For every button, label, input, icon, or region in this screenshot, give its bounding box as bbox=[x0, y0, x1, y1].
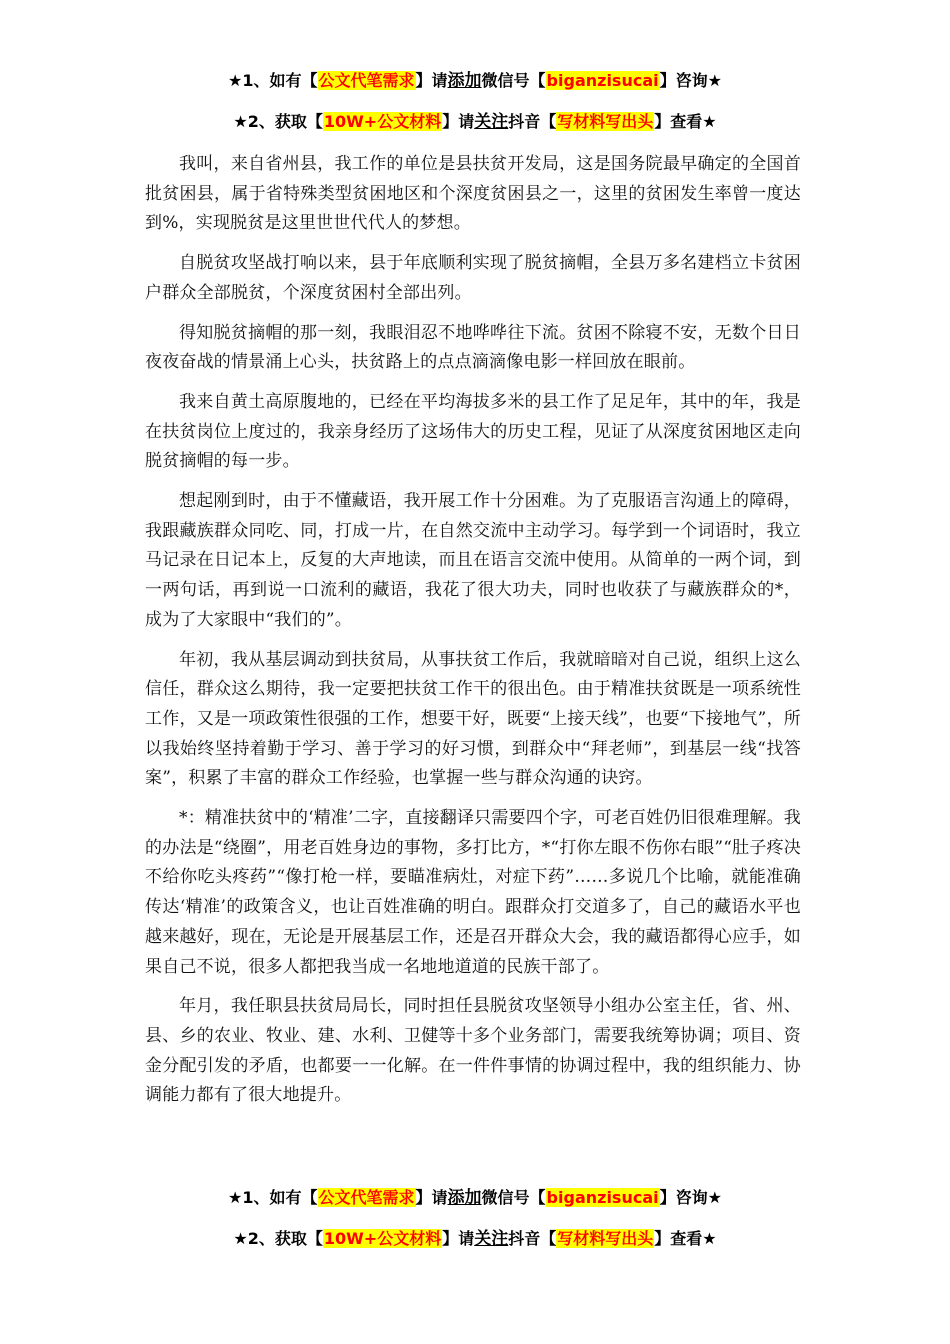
ad-underline-verb: 关注 bbox=[474, 112, 509, 132]
ad-text: 抖音【 bbox=[508, 112, 557, 131]
header-ad-line-2 bbox=[0, 110, 950, 134]
ad-underline-verb: 添加 bbox=[447, 1188, 482, 1208]
ad-text: 微信号【 bbox=[481, 1188, 546, 1207]
paragraph: 年月，我任职县扶贫局局长，同时担任县脱贫攻坚领导小组办公室主任，省、州、县、乡的农业、牧业、建、水利、卫健等十多个业务部门，需要我统筹协调；项目、资金分配引发的矛盾，也都要一一化解。在一件件事情的协调过程中，我的组织能力、协调能力都有了很大地提升。 bbox=[145, 996, 801, 1106]
ad-highlight-douyin-account: 写材料写出头 bbox=[557, 112, 654, 131]
ad-text: ★2、获取【 bbox=[233, 112, 323, 131]
paragraph: *：精准扶贫中的‘精准’二字，直接翻译只需要四个字，可老百姓仍旧很难理解。我的办法是“绕圈”，用老百姓身边的事物，多打比方，*“打你左眼不伤你右眼”“肚子疼决不给你吃头疼药”“像打枪一样，要瞄准病灶，对症下药”……多说几个比喻，就能准确传达‘精准’的政策含义，也让百姓准确的明白。跟群众打交道多了，自己的藏语水平也越来越好，现在，无论是开展基层工作，还是召开群众大会，我的藏语都得心应手，如果自己不说，很多人都把我当成一名地地道道的民族干部了。 bbox=[145, 808, 801, 977]
ad-highlight-service: 公文代笔需求 bbox=[318, 71, 415, 90]
ad-text: 】请 bbox=[442, 112, 475, 131]
ad-highlight-service: 公文代笔需求 bbox=[318, 1188, 415, 1207]
ad-text: 】请 bbox=[415, 71, 448, 90]
ad-text: 】查看★ bbox=[654, 112, 717, 131]
header-ad-line-1 bbox=[0, 69, 950, 93]
ad-text: 】咨询★ bbox=[659, 1188, 722, 1207]
ad-highlight-materials: 10W+公文材料 bbox=[323, 1229, 442, 1248]
ad-highlight-douyin-account: 写材料写出头 bbox=[557, 1229, 654, 1248]
ad-text: ★1、如有【 bbox=[228, 71, 318, 90]
paragraph: 得知脱贫摘帽的那一刻，我眼泪忍不地哗哗往下流。贫困不除寝不安，无数个日日夜夜奋战的情景涌上心头，扶贫路上的点点滴滴像电影一样回放在眼前。 bbox=[145, 322, 801, 373]
paragraph: 我来自黄土高原腹地的，已经在平均海拔多米的县工作了足足年，其中的年，我是在扶贫岗位上度过的，我亲身经历了这场伟大的历史工程，见证了从深度贫困地区走向脱贫摘帽的每一步。 bbox=[145, 391, 801, 472]
paragraph: 自脱贫攻坚战打响以来，县于年底顺利实现了脱贫摘帽，全县万多名建档立卡贫困户群众全部脱贫，个深度贫困村全部出列。 bbox=[145, 253, 801, 303]
footer-ad-line-2 bbox=[0, 1227, 950, 1251]
paragraph: 想起刚到时，由于不懂藏语，我开展工作十分困难。为了克服语言沟通上的障碍，我跟藏族群众同吃、同，打成一片，在自然交流中主动学习。每学到一个词语时，我立马记录在日记本上，反复的大声地读，而且在语言交流中使用。从简单的一两个词，到一两句话，再到说一口流利的藏语，我花了很大功夫，同时也收获了与藏族群众的*，成为了大家眼中“我们的”。 bbox=[145, 491, 801, 630]
ad-highlight-materials: 10W+公文材料 bbox=[323, 112, 442, 131]
paragraph: 我叫，来自省州县，我工作的单位是县扶贫开发局，这是国务院最早确定的全国首批贫困县，属于省特殊类型贫困地区和个深度贫困县之一，这里的贫困发生率曾一度达到%，实现脱贫是这里世世代代人的梦想。 bbox=[145, 154, 801, 234]
ad-text: 微信号【 bbox=[481, 71, 546, 90]
ad-text: 】咨询★ bbox=[659, 71, 722, 90]
ad-underline-verb: 关注 bbox=[474, 1229, 509, 1249]
ad-text: 抖音【 bbox=[508, 1229, 557, 1248]
ad-highlight-wechat-id: biganzisucai bbox=[546, 71, 659, 90]
footer-ad-line-1 bbox=[0, 1186, 950, 1210]
ad-highlight-wechat-id: biganzisucai bbox=[546, 1188, 659, 1207]
ad-text: 】请 bbox=[415, 1188, 448, 1207]
paragraph: 年初，我从基层调动到扶贫局，从事扶贫工作后，我就暗暗对自己说，组织上这么信任，群众这么期待，我一定要把扶贫工作干的很出色。由于精准扶贫既是一项系统性工作，又是一项政策性很强的工作，想要干好，既要“上接天线”，也要“下接地气”，所以我始终坚持着勤于学习、善于学习的好习惯，到群众中“拜老师”，到基层一线“找答案”，积累了丰富的群众工作经验，也掌握一些与群众沟通的诀窍。 bbox=[145, 649, 801, 789]
ad-text: 】请 bbox=[442, 1229, 475, 1248]
ad-underline-verb: 添加 bbox=[447, 71, 482, 91]
document-body bbox=[145, 150, 801, 1121]
ad-text: ★1、如有【 bbox=[228, 1188, 318, 1207]
ad-text: ★2、获取【 bbox=[233, 1229, 323, 1248]
ad-text: 】查看★ bbox=[654, 1229, 717, 1248]
